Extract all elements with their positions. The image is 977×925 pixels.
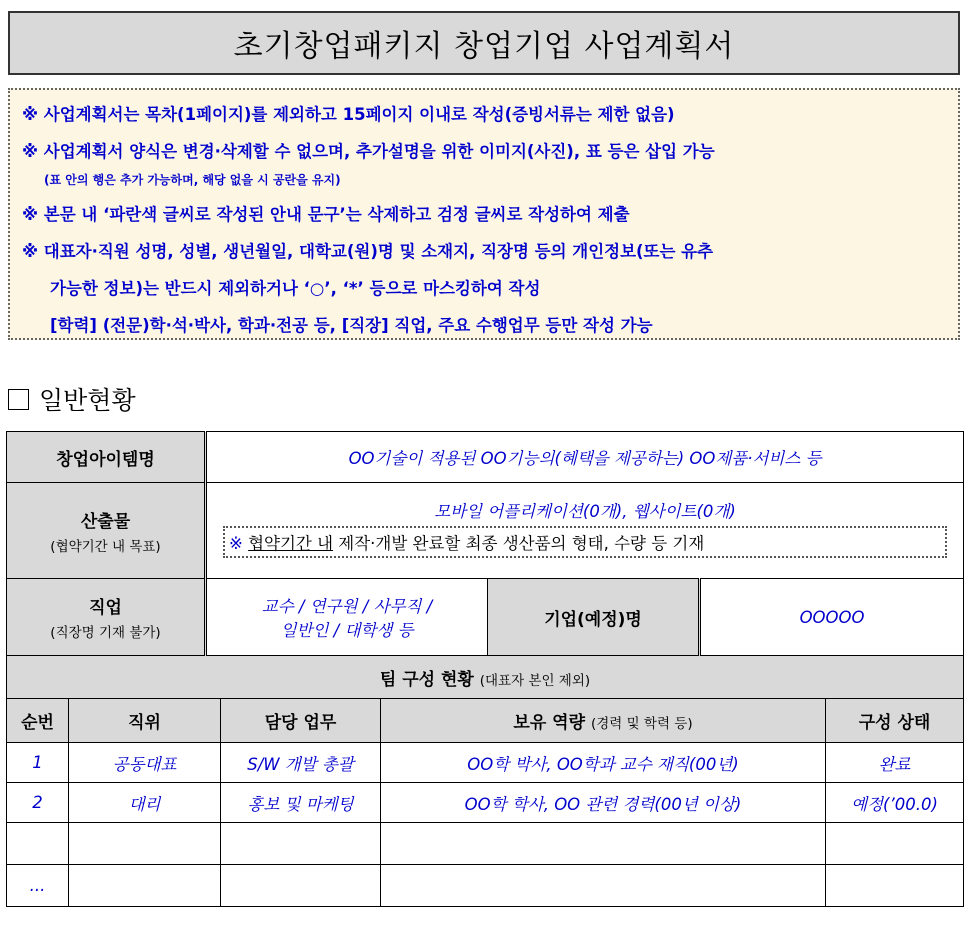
- output-value-cell: [206, 483, 964, 579]
- team-title: 팀 구성 현황: [379, 669, 474, 690]
- general-status-table: [6, 431, 964, 907]
- row-status: 예정(’00.0): [826, 783, 964, 823]
- col-header-duty: 담당 업무: [221, 699, 381, 743]
- row-no: 1: [7, 743, 69, 783]
- item-name-label: 창업아이템명: [7, 432, 206, 483]
- team-title-row: [7, 656, 964, 699]
- table-row: [7, 865, 964, 907]
- row-no: [7, 823, 69, 865]
- row-no: ...: [7, 865, 69, 907]
- row-position: [69, 823, 221, 865]
- row-position: 대리: [69, 783, 221, 823]
- notice-line: 가능한 정보)는 반드시 제외하거나 ‘○’, ‘*’ 등으로 마스킹하여 작성: [50, 279, 541, 298]
- section-heading: [8, 381, 136, 417]
- document-title: 초기창업패키지 창업기업 사업계획서: [233, 29, 735, 64]
- notice-line: ※ 본문 내 ‘파란색 글씨로 작성된 안내 문구’는 삭제하고 검정 글씨로 작성하여 제출: [22, 205, 630, 224]
- job-value-line1: 교수 / 연구원 / 사무직 /: [261, 597, 433, 616]
- checkbox-square-icon: [8, 389, 29, 410]
- company-label: 기업(예정)명: [488, 579, 700, 656]
- row-no: 2: [7, 783, 69, 823]
- col-header-status: 구성 상태: [826, 699, 964, 743]
- document-title-box: [8, 11, 960, 75]
- row-capability: [381, 865, 826, 907]
- note-rest: 제작·개발 완료할 최종 생산품의 형태, 수량 등 기재: [333, 533, 705, 553]
- job-label-cell: [7, 579, 206, 656]
- output-row: [7, 483, 964, 579]
- row-capability: OO학 학사, OO 관련 경력(00년 이상): [381, 783, 826, 823]
- row-duty: [221, 865, 381, 907]
- job-value-line2: 일반인 / 대학생 등: [280, 621, 414, 640]
- row-capability: OO학 박사, OO학과 교수 재직(00년): [381, 743, 826, 783]
- row-duty: 홍보 및 마케팅: [221, 783, 381, 823]
- table-row: [7, 823, 964, 865]
- output-label: 산출물: [80, 511, 131, 532]
- col-header-no: 순번: [7, 699, 69, 743]
- row-status: 완료: [826, 743, 964, 783]
- job-sublabel: (직장명 기재 불가): [50, 625, 161, 641]
- team-title-sub: (대표자 본인 제외): [479, 672, 591, 689]
- row-status: [826, 865, 964, 907]
- job-value: [206, 579, 488, 656]
- output-note: [223, 526, 947, 558]
- notice-line: ※ 사업계획서 양식은 변경·삭제할 수 없으며, 추가설명을 위한 이미지(사진), 표 등은 삽입 가능: [22, 142, 715, 161]
- note-underlined: 협약기간 내: [248, 533, 334, 553]
- notice-line: [학력] (전문)학·석·박사, 학과·전공 등, [직장] 직업, 주요 수행업무 등만 작성 가능: [50, 316, 653, 335]
- section-title: 일반현황: [39, 386, 136, 415]
- col-header-capability: [381, 699, 826, 743]
- row-capability: [381, 823, 826, 865]
- notice-line-small: (표 안의 행은 추가 가능하며, 해당 없을 시 공란을 유지): [44, 173, 341, 187]
- col-header-capability-label: 보유 역량: [513, 713, 586, 733]
- job-row: [7, 579, 964, 656]
- team-title-cell: [7, 656, 964, 699]
- table-row: [7, 783, 964, 823]
- col-header-position: 직위: [69, 699, 221, 743]
- notice-line: ※ 대표자·직원 성명, 성별, 생년월일, 대학교(원)명 및 소재지, 직장명 등의 개인정보(또는 유추: [22, 242, 714, 261]
- output-label-cell: [7, 483, 206, 579]
- notice-box: [8, 88, 960, 340]
- row-duty: S/W 개발 총괄: [221, 743, 381, 783]
- team-header-row: [7, 699, 964, 743]
- row-duty: [221, 823, 381, 865]
- row-position: 공동대표: [69, 743, 221, 783]
- table-row: [7, 743, 964, 783]
- notice-line: ※ 사업계획서는 목차(1페이지)를 제외하고 15페이지 이내로 작성(증빙서류는 제한 없음): [22, 105, 675, 124]
- company-value: OOOOO: [700, 579, 964, 656]
- item-name-value: OO기술이 적용된 OO기능의(혜택을 제공하는) OO제품·서비스 등: [206, 432, 964, 483]
- output-value: 모바일 어플리케이션(0개), 웹사이트(0개): [434, 501, 736, 521]
- item-name-row: [7, 432, 964, 483]
- row-position: [69, 865, 221, 907]
- job-label: 직업: [89, 598, 122, 618]
- note-prefix: ※: [229, 533, 249, 553]
- output-sublabel: (협약기간 내 목표): [50, 538, 161, 555]
- row-status: [826, 823, 964, 865]
- col-header-capability-sub: (경력 및 학력 등): [590, 716, 693, 732]
